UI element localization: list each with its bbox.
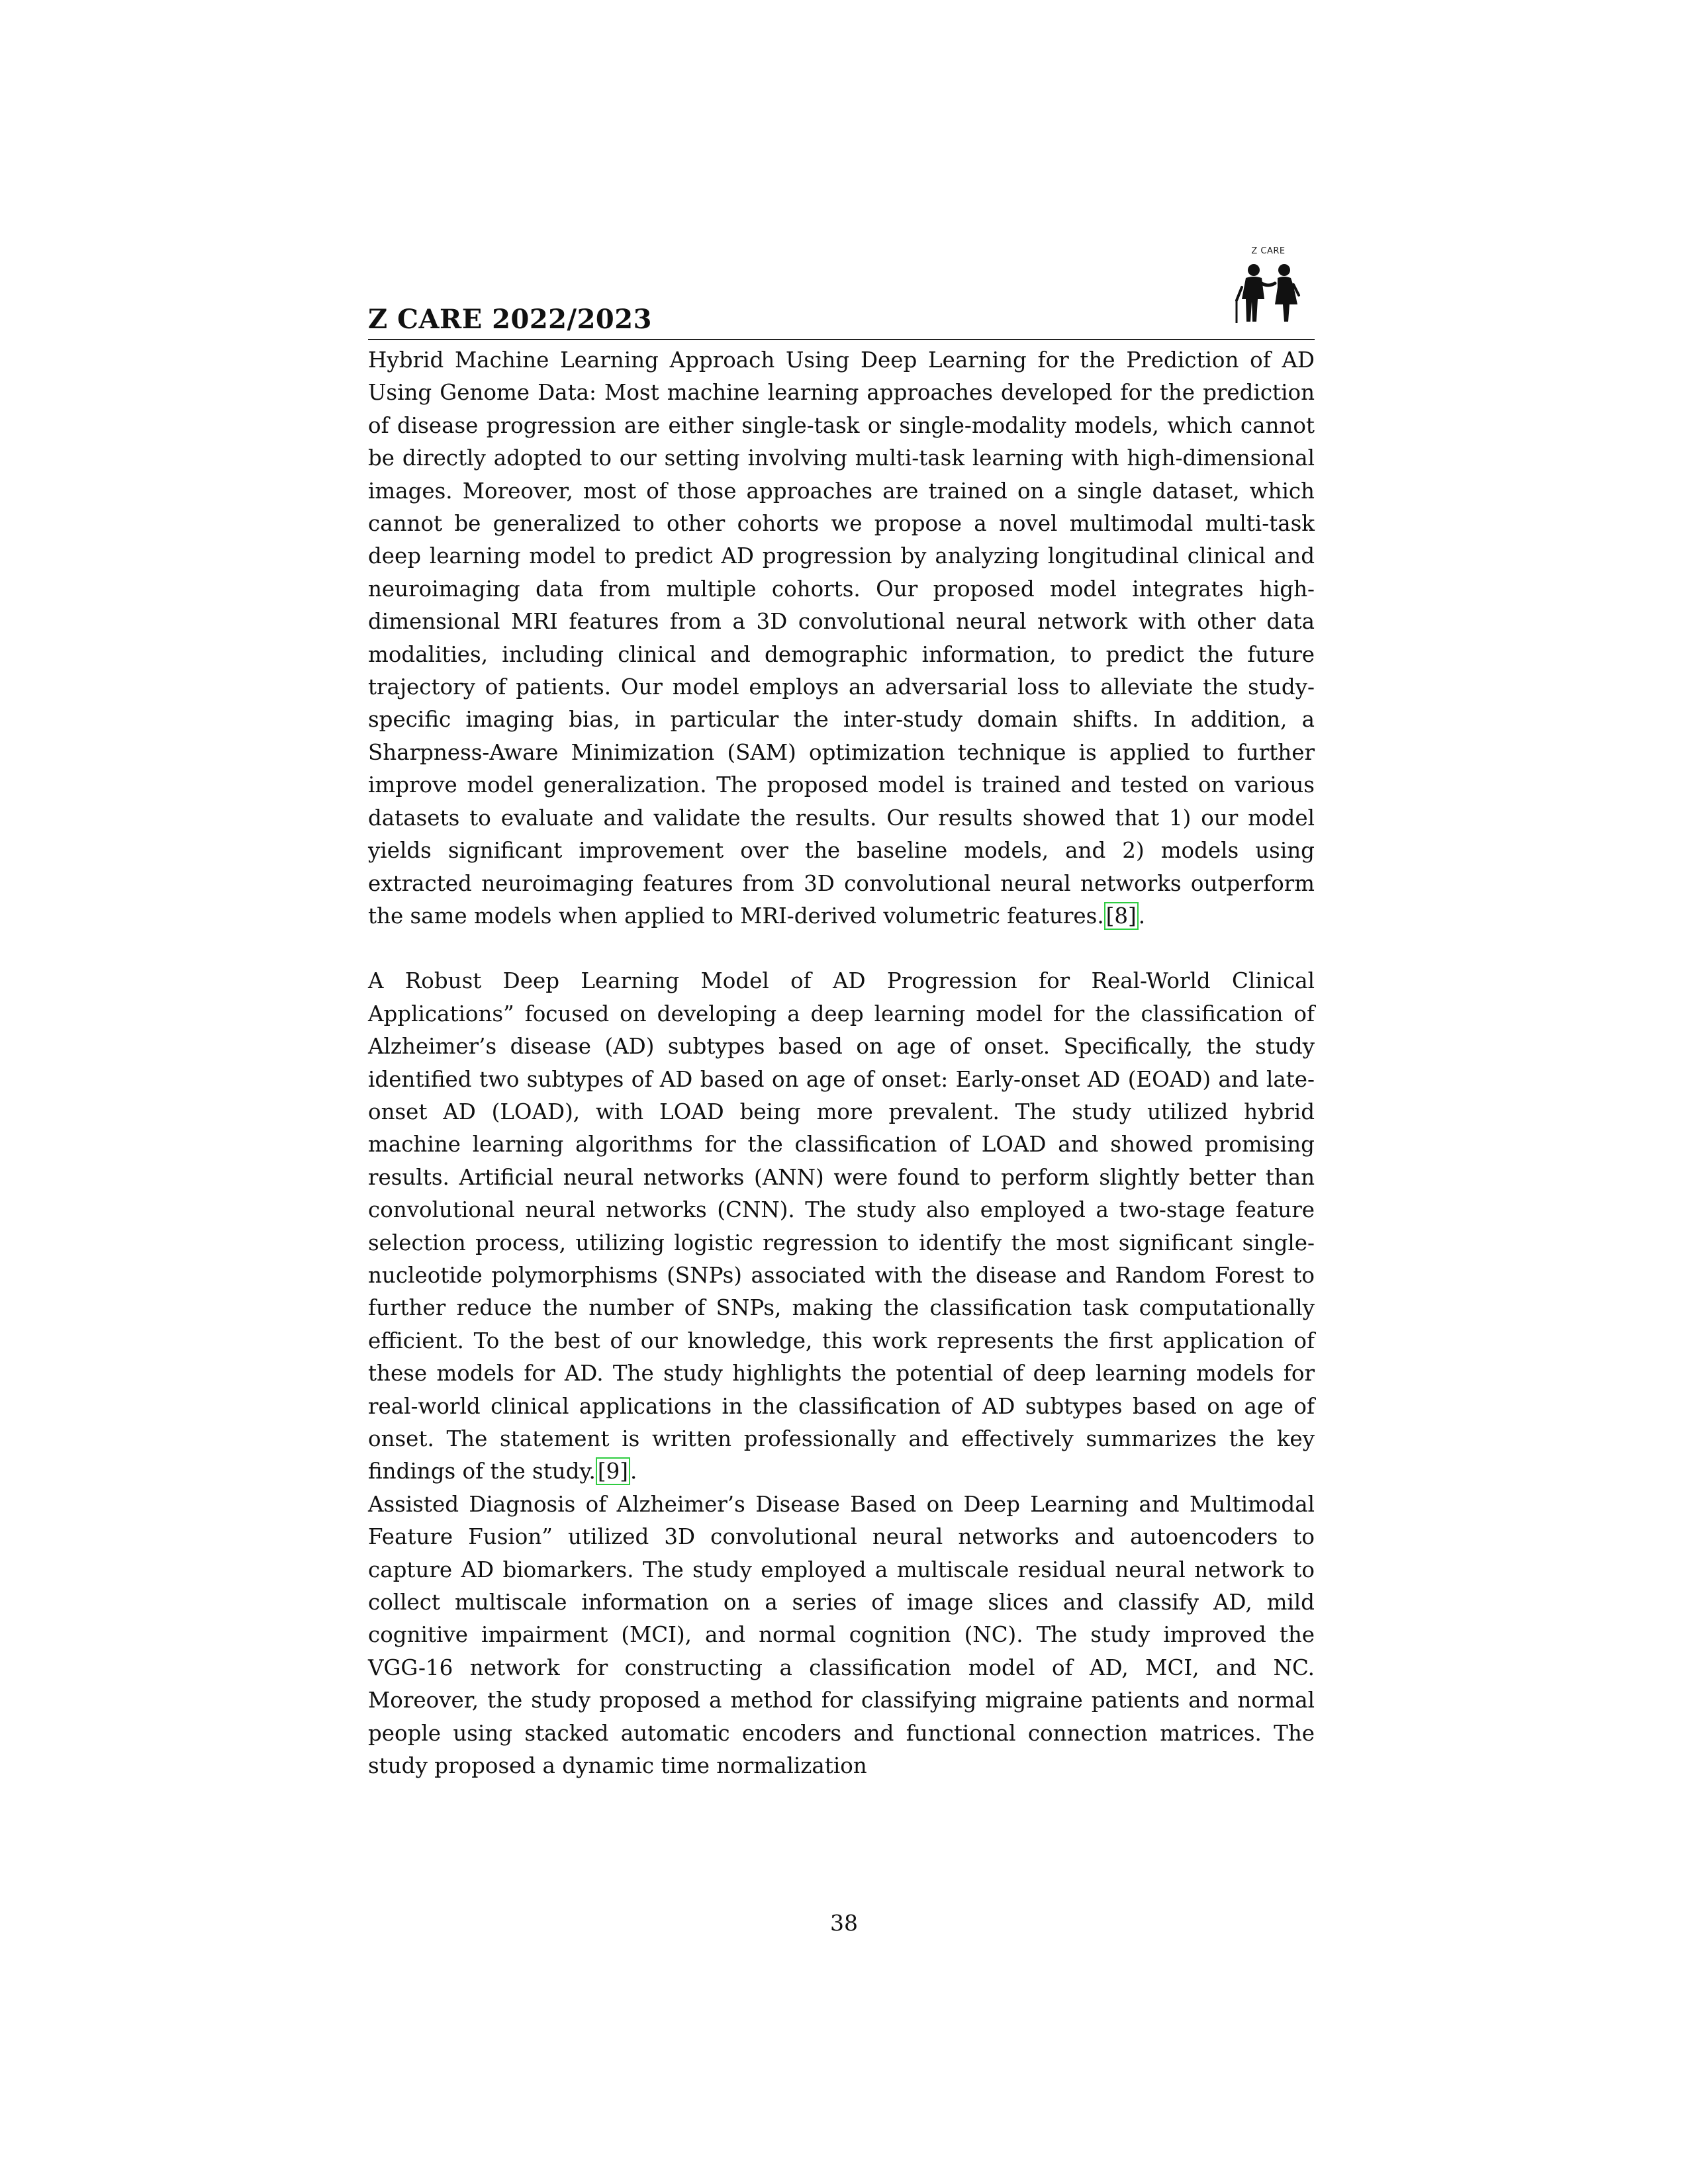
- citation-link[interactable]: [8]: [1104, 902, 1139, 930]
- paragraph: [368, 344, 1315, 933]
- paragraph: [368, 965, 1315, 1488]
- elderly-couple-icon: [1229, 261, 1308, 327]
- body-text: [368, 344, 1315, 1782]
- header-rule: [368, 339, 1315, 340]
- header-title: Z CARE 2022/2023: [368, 304, 652, 335]
- paragraph-end: .: [630, 1459, 637, 1484]
- page-header: [368, 246, 1315, 339]
- paragraph-text: A Robust Deep Learning Model of AD Progression for Real-World Clinical Applications” focused on developing a deep learning model for the classification of Alzheimer’s disease (AD) subtypes based on age of onset. Specifically, the study identified two subtypes of AD based on age of onset: Early-onset AD (EOAD) and late-onset AD (LOAD), with LOAD being more prevalent. The study utilized hybrid machine learning algorithms for the classification of LOAD and showed promising results. Artificial neural networks (ANN) were found to perform slightly better than convolutional neural networks (CNN). The study also employed a two-stage feature selection process, utilizing logistic regression to identify the most significant single-nucleotide polymorphisms (SNPs) associated with the disease and Random Forest to further reduce the number of SNPs, making the classification task computationally efficient. To the best of our knowledge, this work represents the first application of these models for AD. The study highlights the potential of deep learning models for real-world clinical applications in the classification of AD subtypes based on age of onset. The statement is written professionally and effectively summarizes the key findings of the study.: [368, 968, 1315, 1484]
- page-number: 38: [830, 1910, 858, 1936]
- paragraph-text: Hybrid Machine Learning Approach Using Deep Learning for the Prediction of AD Using Genome Data: Most machine learning approaches developed for the prediction of disease progression are either single-task or single-modality models, which cannot be directly adopted to our setting involving multi-task learning with high-dimensional images. Moreover, most of those approaches are trained on a single dataset, which cannot be generalized to other cohorts we propose a novel multimodal multi-task deep learning model to predict AD progression by analyzing longitudinal clinical and neuroimaging data from multiple cohorts. Our proposed model integrates high-dimensional MRI features from a 3D convolutional neural network with other data modalities, including clinical and demographic information, to predict the future trajectory of patients. Our model employs an adversarial loss to alleviate the study-specific imaging bias, in particular the inter-study domain shifts. In addition, a Sharpness-Aware Minimization (SAM) optimization technique is applied to further improve model generalization. The proposed model is trained and tested on various datasets to evaluate and validate the results. Our results showed that 1) our model yields significant improvement over the baseline models, and 2) models using extracted neuroimaging features from 3D convolutional neural networks outperform the same models when applied to MRI-derived volumetric features.: [368, 347, 1315, 929]
- citation-link[interactable]: [9]: [596, 1457, 630, 1485]
- paragraph: [368, 1488, 1315, 1783]
- paragraph-text: Assisted Diagnosis of Alzheimer’s Disease Based on Deep Learning and Multimodal Feature Fusion” utilized 3D convolutional neural networks and autoencoders to capture AD biomarkers. The study employed a multiscale residual neural network to collect multiscale information on a series of image slices and classify AD, mild cognitive impairment (MCI), and normal cognition (NC). The study improved the VGG-16 network for constructing a classification model of AD, MCI, and NC. Moreover, the study proposed a method for classifying migraine patients and normal people using stacked automatic encoders and functional connection matrices. The study proposed a dynamic time normalization: [368, 1491, 1315, 1779]
- z-care-logo: [1229, 246, 1308, 332]
- paragraph-end: .: [1138, 903, 1146, 929]
- logo-text: Z CARE: [1251, 246, 1286, 256]
